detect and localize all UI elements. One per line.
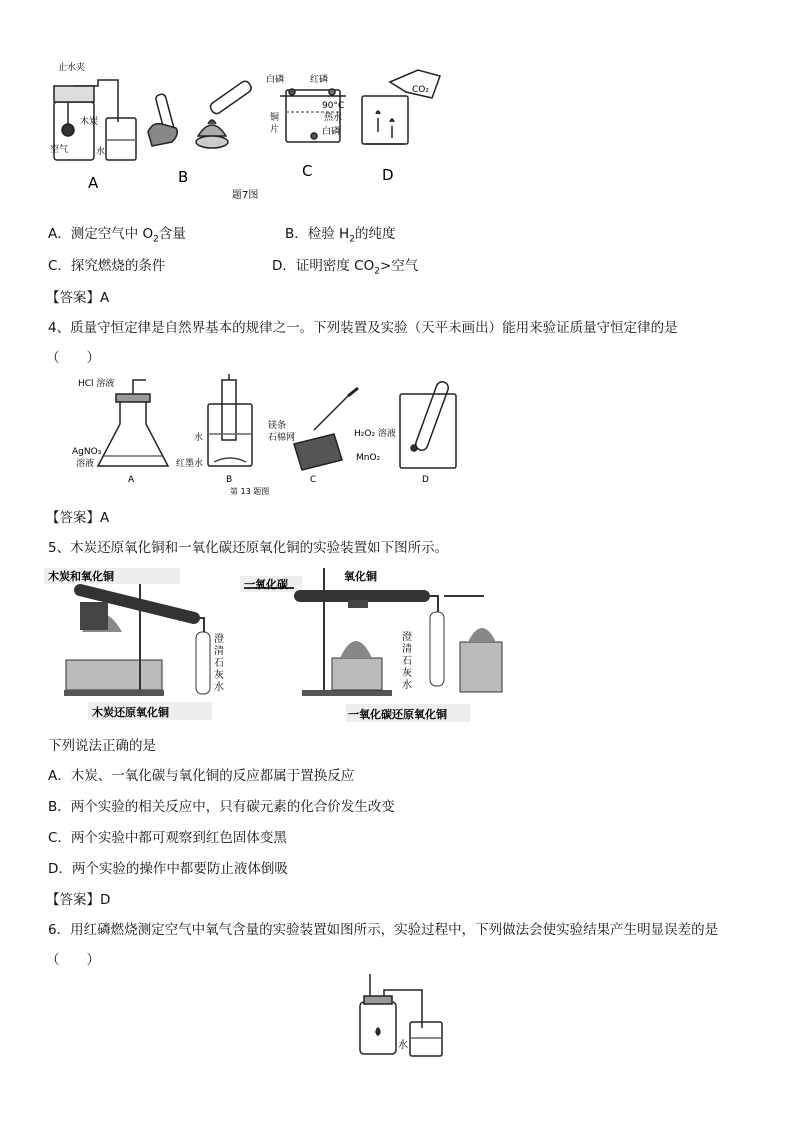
svg-text:澄: 澄 (402, 632, 412, 643)
label-b4: B (226, 475, 233, 485)
q5-option-b: B．两个实验的相关反应中，只有碳元素的化合价发生改变 (48, 799, 395, 815)
q6-blank: （ ） (46, 952, 100, 968)
svg-text:澄: 澄 (214, 634, 224, 645)
label-c4: C (310, 475, 317, 485)
apparatus-d (362, 70, 440, 144)
beaker-d (400, 380, 456, 468)
q3-option-a: A．测定空气中 $O_2$含量 (48, 226, 186, 245)
q3-option-c: C．探究燃烧的条件 (48, 258, 166, 274)
label-charcoal-cuo: 木炭和氧化铜 (48, 570, 114, 583)
label-mg: 镁条 (268, 421, 287, 431)
q4-blank: （ ） (46, 350, 100, 366)
label-d4: D (422, 475, 429, 485)
apparatus-b (148, 79, 253, 148)
label-agno3-solution: 溶液 (76, 459, 95, 469)
q6-label-water: 水 (398, 1040, 408, 1051)
svg-text:灰: 灰 (402, 668, 412, 679)
label-h2o2: H₂O₂ 溶液 (354, 429, 396, 439)
svg-text:灰: 灰 (214, 670, 224, 681)
label-right-caption: 一氧化碳还原氧化铜 (348, 708, 447, 721)
label-a4: A (128, 475, 135, 485)
q6-beaker (410, 1022, 442, 1056)
svg-text:石: 石 (214, 658, 224, 669)
label-hot-water: 热水 (324, 113, 343, 123)
label-charcoal: 木炭 (80, 117, 99, 127)
label-red-p: 红磷 (310, 75, 329, 85)
q4-caption: 第 13 题图 (230, 487, 270, 496)
q6-figure (350, 972, 450, 1062)
label-limewater-right (402, 631, 412, 691)
label-co-in: 一氧化碳 (244, 578, 288, 591)
gauze-c (294, 388, 358, 470)
q5-option-d: D．两个实验的操作中都要防止液体倒吸 (48, 861, 288, 877)
q5-prompt: 下列说法正确的是 (48, 738, 156, 754)
beaker-b (208, 374, 252, 466)
label-mno2: MnO₂ (356, 453, 381, 463)
q5-answer: 【答案】D (46, 892, 111, 908)
label-asbestos: 石棉网 (268, 433, 296, 443)
label-water-a: 水 (96, 147, 106, 157)
svg-text:水: 水 (402, 680, 412, 691)
q5-option-a: A．木炭、一氧化碳与氧化铜的反应都属于置换反应 (48, 768, 355, 784)
q6-stem: 6．用红磷燃烧测定空气中氧气含量的实验装置如图所示，实验过程中，下列做法会使实验结果产生明显误差的是 (48, 922, 719, 938)
label-agno3: AgNO₃ (72, 447, 102, 457)
beaker-a (106, 118, 136, 160)
label-stop-clamp: 止水夹 (58, 63, 86, 73)
label-temp: 90°C (322, 101, 345, 111)
label-copper-2: 片 (270, 125, 280, 135)
label-copper-1: 铜 (270, 113, 280, 123)
label-c: C (302, 162, 313, 180)
q3-option-b: B．检验 $H_2$的纯度 (285, 226, 396, 245)
label-a: A (88, 174, 99, 192)
label-white-p-2: 白磷 (322, 127, 341, 137)
label-air: 空气 (50, 145, 69, 155)
label-co2: CO₂ (412, 85, 429, 95)
q5-stem: 5、木炭还原氧化铜和一氧化碳还原氧化铜的实验装置如下图所示。 (48, 540, 449, 556)
label-white-p-1: 白磷 (266, 75, 285, 85)
label-hcl: HCl 溶液 (78, 379, 115, 389)
label-limewater-left (214, 633, 224, 693)
label-d: D (382, 166, 394, 184)
svg-text:清: 清 (214, 646, 224, 657)
q5-figure (44, 562, 504, 728)
q3-answer: 【答案】A (46, 290, 110, 306)
svg-text:水: 水 (214, 682, 224, 693)
q4-answer: 【答案】A (46, 510, 110, 526)
left-apparatus (44, 568, 210, 696)
svg-text:清: 清 (402, 644, 412, 655)
flask-a (98, 380, 168, 466)
q4-stem: 4、质量守恒定律是自然界基本的规律之一。下列装置及实验（天平未画出）能用来验证质量守恒定律的是 (48, 320, 678, 336)
label-red-ink: 红墨水 (176, 459, 204, 469)
figure-caption: 题7图 (232, 190, 259, 201)
label-water-b: 水 (194, 433, 204, 443)
label-b: B (178, 168, 189, 186)
q4-figure (58, 374, 468, 496)
q3-option-d: D．证明密度 $CO_2>$空气 (272, 258, 419, 277)
label-cuo: 氧化铜 (344, 570, 377, 583)
label-left-caption: 木炭还原氧化铜 (92, 706, 169, 719)
svg-text:石: 石 (402, 656, 412, 667)
q3-figure (40, 62, 460, 202)
q5-option-c: C．两个实验中都可观察到红色固体变黑 (48, 830, 287, 846)
